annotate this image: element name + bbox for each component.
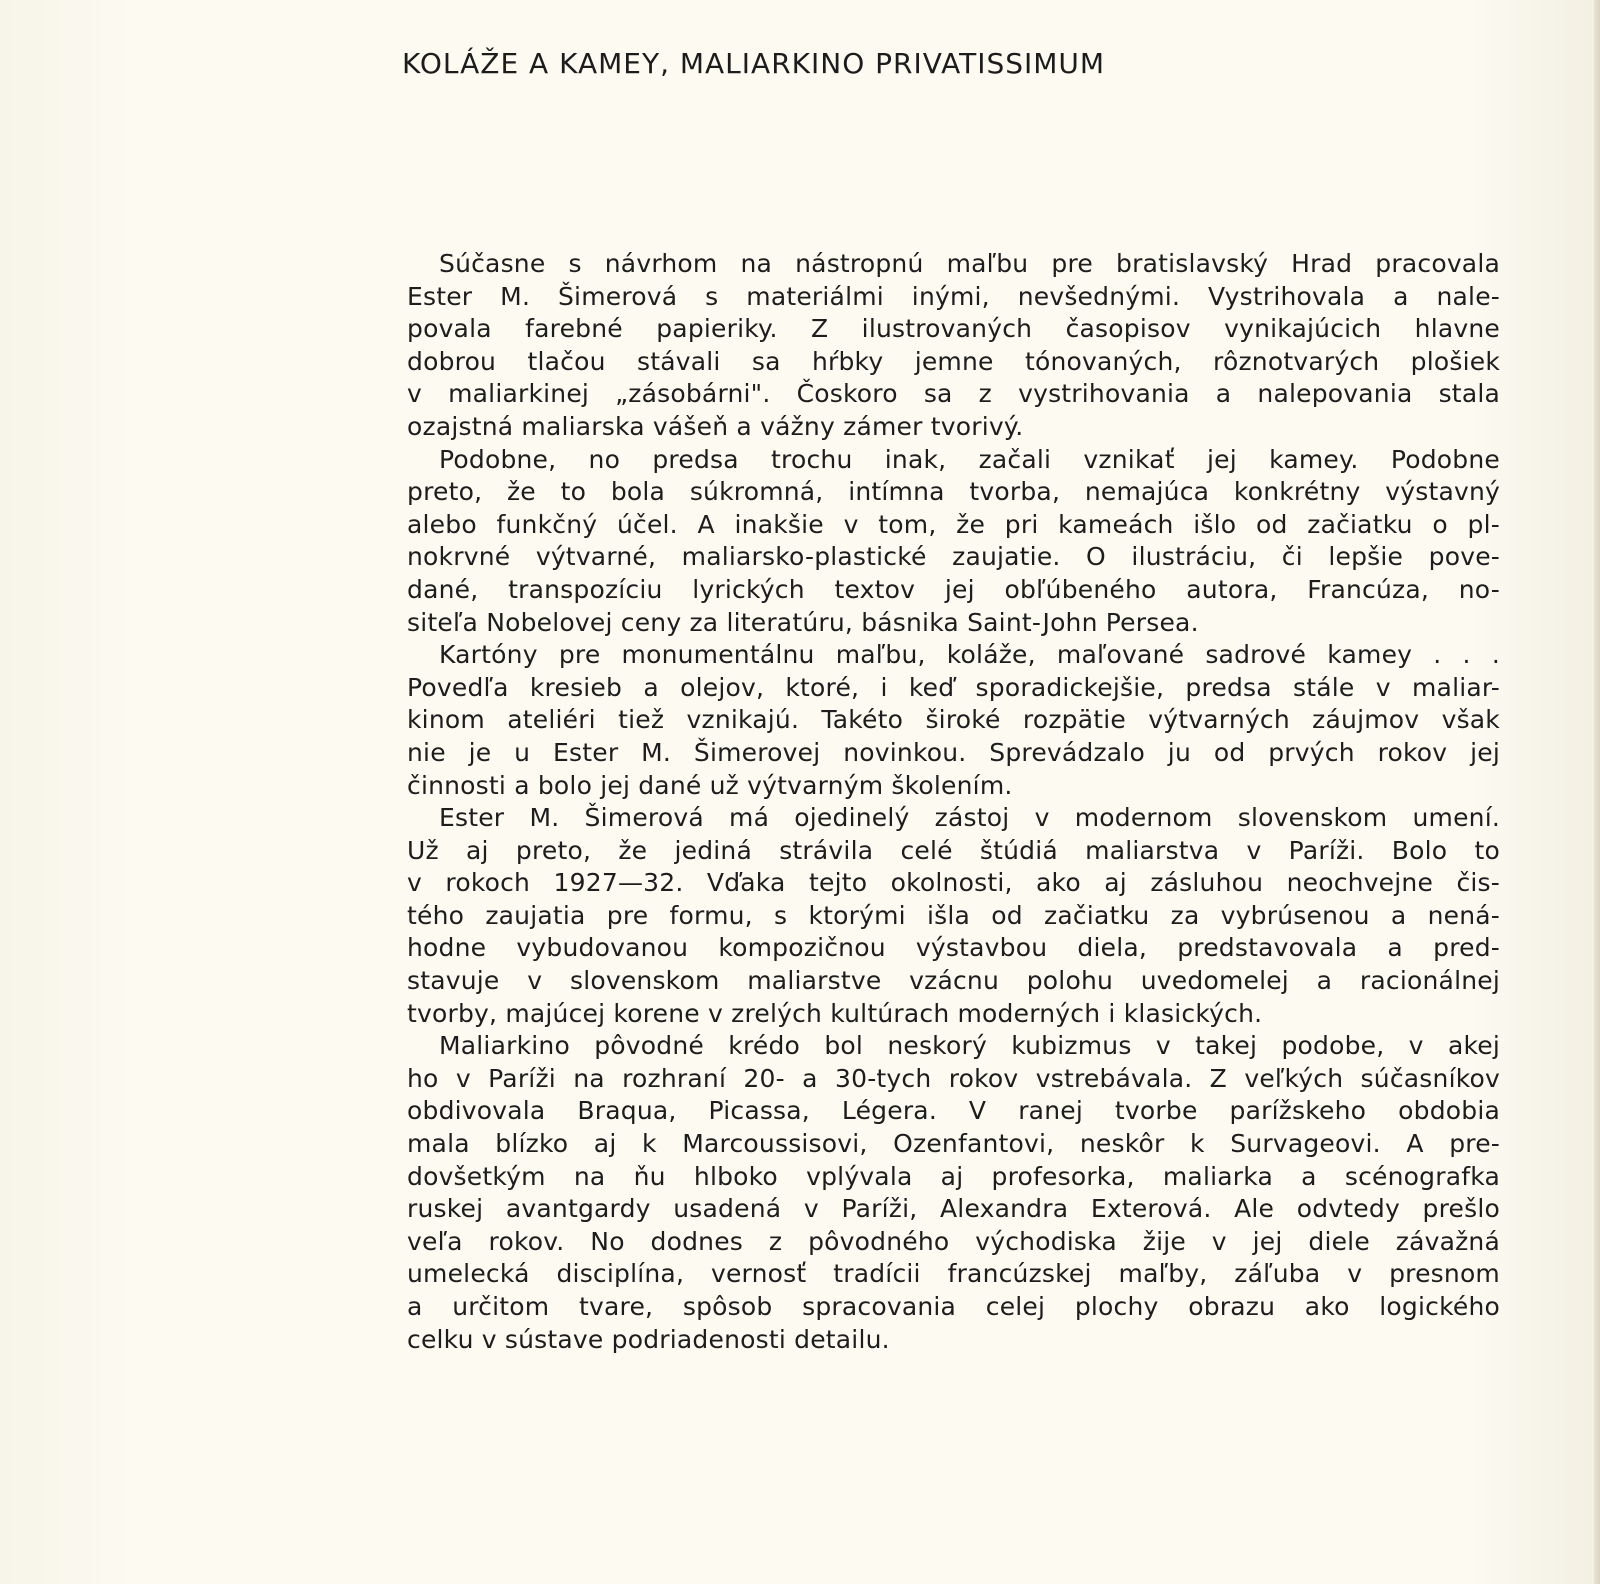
text-line: mala blízko aj k Marcoussisovi, Ozenfantovi, neskôr k Survageovi. A pre-	[407, 1129, 1500, 1159]
text-line: obdivovala Braqua, Picassa, Légera. V ranej tvorbe parížskeho obdobia	[407, 1096, 1500, 1126]
paragraph-2	[407, 444, 1500, 640]
text-line: Podobne, no predsa trochu inak, začali vznikať jej kamey. Podobne	[439, 444, 1500, 474]
text-line: stavuje v slovenskom maliarstve vzácnu polohu uvedomelej a racionálnej	[407, 966, 1500, 996]
text-line: v maliarkinej „zásobárni". Čoskoro sa z vystrihovania a nalepovania stala	[407, 379, 1500, 409]
paragraph-3	[407, 639, 1500, 802]
text-line: kinom ateliéri tiež vznikajú. Takéto široké rozpätie výtvarných záujmov však	[407, 705, 1500, 735]
text-line: siteľa Nobelovej ceny za literatúru, básnika Saint-John Persea.	[407, 607, 1199, 637]
text-line: veľa rokov. No dodnes z pôvodného východiska žije v jej diele závažná	[407, 1226, 1500, 1256]
text-line: činnosti a bolo jej dané už výtvarným školením.	[407, 770, 1013, 800]
text-line: povala farebné papieriky. Z ilustrovaných časopisov vynikajúcich hlavne	[407, 314, 1500, 344]
page-edge	[1594, 0, 1600, 1584]
text-line: nie je u Ester M. Šimerovej novinkou. Sprevádzalo ju od prvých rokov jej	[407, 737, 1500, 767]
text-line: tvorby, majúcej korene v zrelých kultúrach moderných i klasických.	[407, 998, 1263, 1028]
text-line: Povedľa kresieb a olejov, ktoré, i keď sporadickejšie, predsa stále v maliar-	[407, 672, 1500, 702]
paragraph-4	[407, 802, 1500, 1030]
text-line: ho v Paríži na rozhraní 20- a 30-tych rokov vstrebávala. Z veľkých súčasníkov	[407, 1063, 1500, 1093]
body-text	[407, 248, 1500, 1356]
text-line: hodne vybudovanou kompozičnou výstavbou diela, predstavovala a pred-	[407, 933, 1500, 963]
chapter-title: KOLÁŽE A KAMEY, MALIARKINO PRIVATISSIMUM	[402, 47, 1106, 80]
text-line: ruskej avantgardy usadená v Paríži, Alexandra Exterová. Ale odvtedy prešlo	[407, 1194, 1500, 1224]
text-line: dovšetkým na ňu hlboko vplývala aj profesorka, maliarka a scénografka	[407, 1161, 1500, 1191]
text-line: Maliarkino pôvodné krédo bol neskorý kubizmus v takej podobe, v akej	[439, 1031, 1500, 1061]
text-line: Už aj preto, že jediná strávila celé štúdiá maliarstva v Paríži. Bolo to	[407, 835, 1500, 865]
text-line: tého zaujatia pre formu, s ktorými išla od začiatku za vybrúsenou a nená-	[407, 900, 1500, 930]
text-line: a určitom tvare, spôsob spracovania celej plochy obrazu ako logického	[407, 1292, 1500, 1321]
text-line: ozajstná maliarska vášeň a vážny zámer tvorivý.	[407, 411, 1024, 441]
text-line: v rokoch 1927—32. Vďaka tejto okolnosti, ako aj zásluhou neochvejne čis-	[407, 868, 1500, 898]
text-line: umelecká disciplína, vernosť tradícii francúzskej maľby, záľuba v presnom	[407, 1259, 1500, 1289]
text-line: Ester M. Šimerová s materiálmi inými, nevšednými. Vystrihovala a nale-	[407, 281, 1500, 311]
text-line: alebo funkčný účel. A inakšie v tom, že pri kameách išlo od začiatku o pl-	[407, 509, 1500, 539]
paragraph-1	[407, 248, 1500, 444]
text-line: preto, že to bola súkromná, intímna tvorba, nemajúca konkrétny výstavný	[407, 477, 1500, 507]
text-line: Ester M. Šimerová má ojedinelý zástoj v modernom slovenskom umení.	[439, 803, 1500, 833]
text-line: celku v sústave podriadenosti detailu.	[407, 1324, 890, 1354]
text-line: dobrou tlačou stávali sa hŕbky jemne tónovaných, rôznotvarých plošiek	[407, 346, 1500, 376]
text-line: nokrvné výtvarné, maliarsko-plastické zaujatie. O ilustráciu, či lepšie pove-	[407, 542, 1500, 572]
text-line: Súčasne s návrhom na nástropnú maľbu pre bratislavský Hrad pracovala	[439, 249, 1500, 278]
paragraph-5	[407, 1030, 1500, 1356]
text-line: Kartóny pre monumentálnu maľbu, koláže, maľované sadrové kamey . . .	[439, 640, 1500, 670]
text-line: dané, transpozíciu lyrických textov jej obľúbeného autora, Francúza, no-	[407, 574, 1500, 604]
